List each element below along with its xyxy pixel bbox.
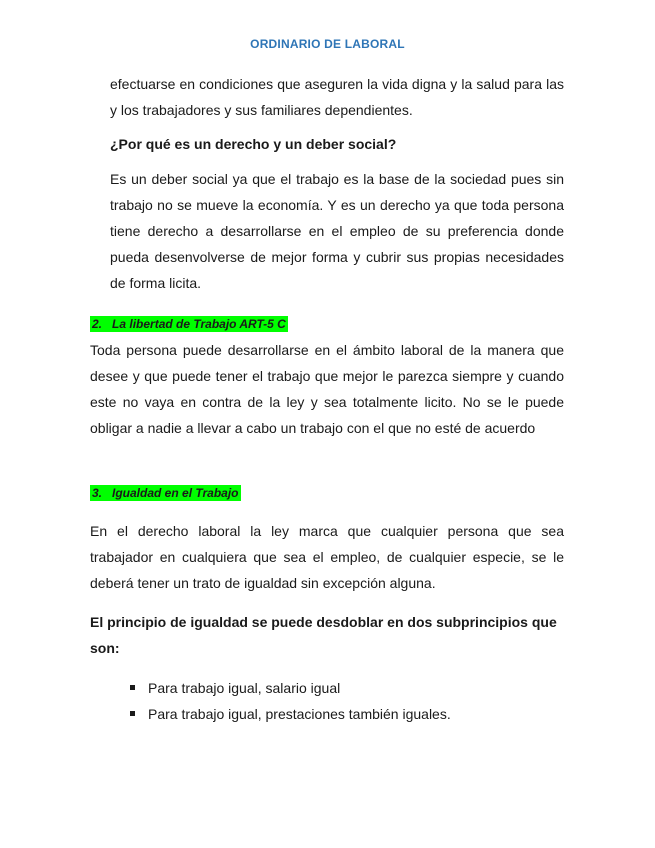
intro-paragraph: efectuarse en condiciones que aseguren la vida digna y la salud para las y los trabajadores y sus familiares dependientes. xyxy=(110,76,564,118)
section-3-number: 3. xyxy=(92,486,103,500)
section-2-number: 2. xyxy=(92,317,103,331)
section-3-heading xyxy=(90,484,241,502)
list-item xyxy=(130,675,451,701)
list-item-text: Para trabajo igual, prestaciones también iguales. xyxy=(148,706,451,722)
section-3-highlight xyxy=(90,485,241,501)
square-bullet-icon xyxy=(130,711,135,716)
section-3-paragraph: En el derecho laboral la ley marca que cualquier persona que sea trabajador en cualquiera que sea el empleo, de cualquier especie, se le deberá tener un trato de igualdad sin excepción alguna. xyxy=(90,523,564,591)
section-2-title: La libertad de Trabajo ART-5 C xyxy=(112,317,286,331)
list-item xyxy=(130,701,451,727)
page-header-title: ORDINARIO DE LABORAL xyxy=(250,37,405,51)
section-2-paragraph: Toda persona puede desarrollarse en el ámbito laboral de la manera que desee y que puede tener el trabajo que mejor le parezca siempre y cuando este no vaya en contra de la ley y sea totalmente licito. No se le puede obligar a nadie a llevar a cabo un trabajo con el que no esté de acuerdo xyxy=(90,342,564,436)
list-item-text: Para trabajo igual, salario igual xyxy=(148,680,341,696)
section-2-heading xyxy=(90,315,288,333)
square-bullet-icon xyxy=(130,685,135,690)
principle-heading: El principio de igualdad se puede desdoblar en dos subprincipios que son: xyxy=(90,614,557,656)
question-answer-paragraph: Es un deber social ya que el trabajo es la base de la sociedad pues sin trabajo no se mueve la economía. Y es un derecho ya que toda persona tiene derecho a desarrollarse en el empleo de su preferencia donde pueda desenvolverse de mejor forma y cubrir sus propias necesidades de forma licita. xyxy=(110,171,564,291)
subprinciples-list xyxy=(130,675,451,727)
section-3-title: Igualdad en el Trabajo xyxy=(112,486,239,500)
question-heading: ¿Por qué es un derecho y un deber social? xyxy=(110,136,397,152)
section-2-highlight xyxy=(90,316,288,332)
